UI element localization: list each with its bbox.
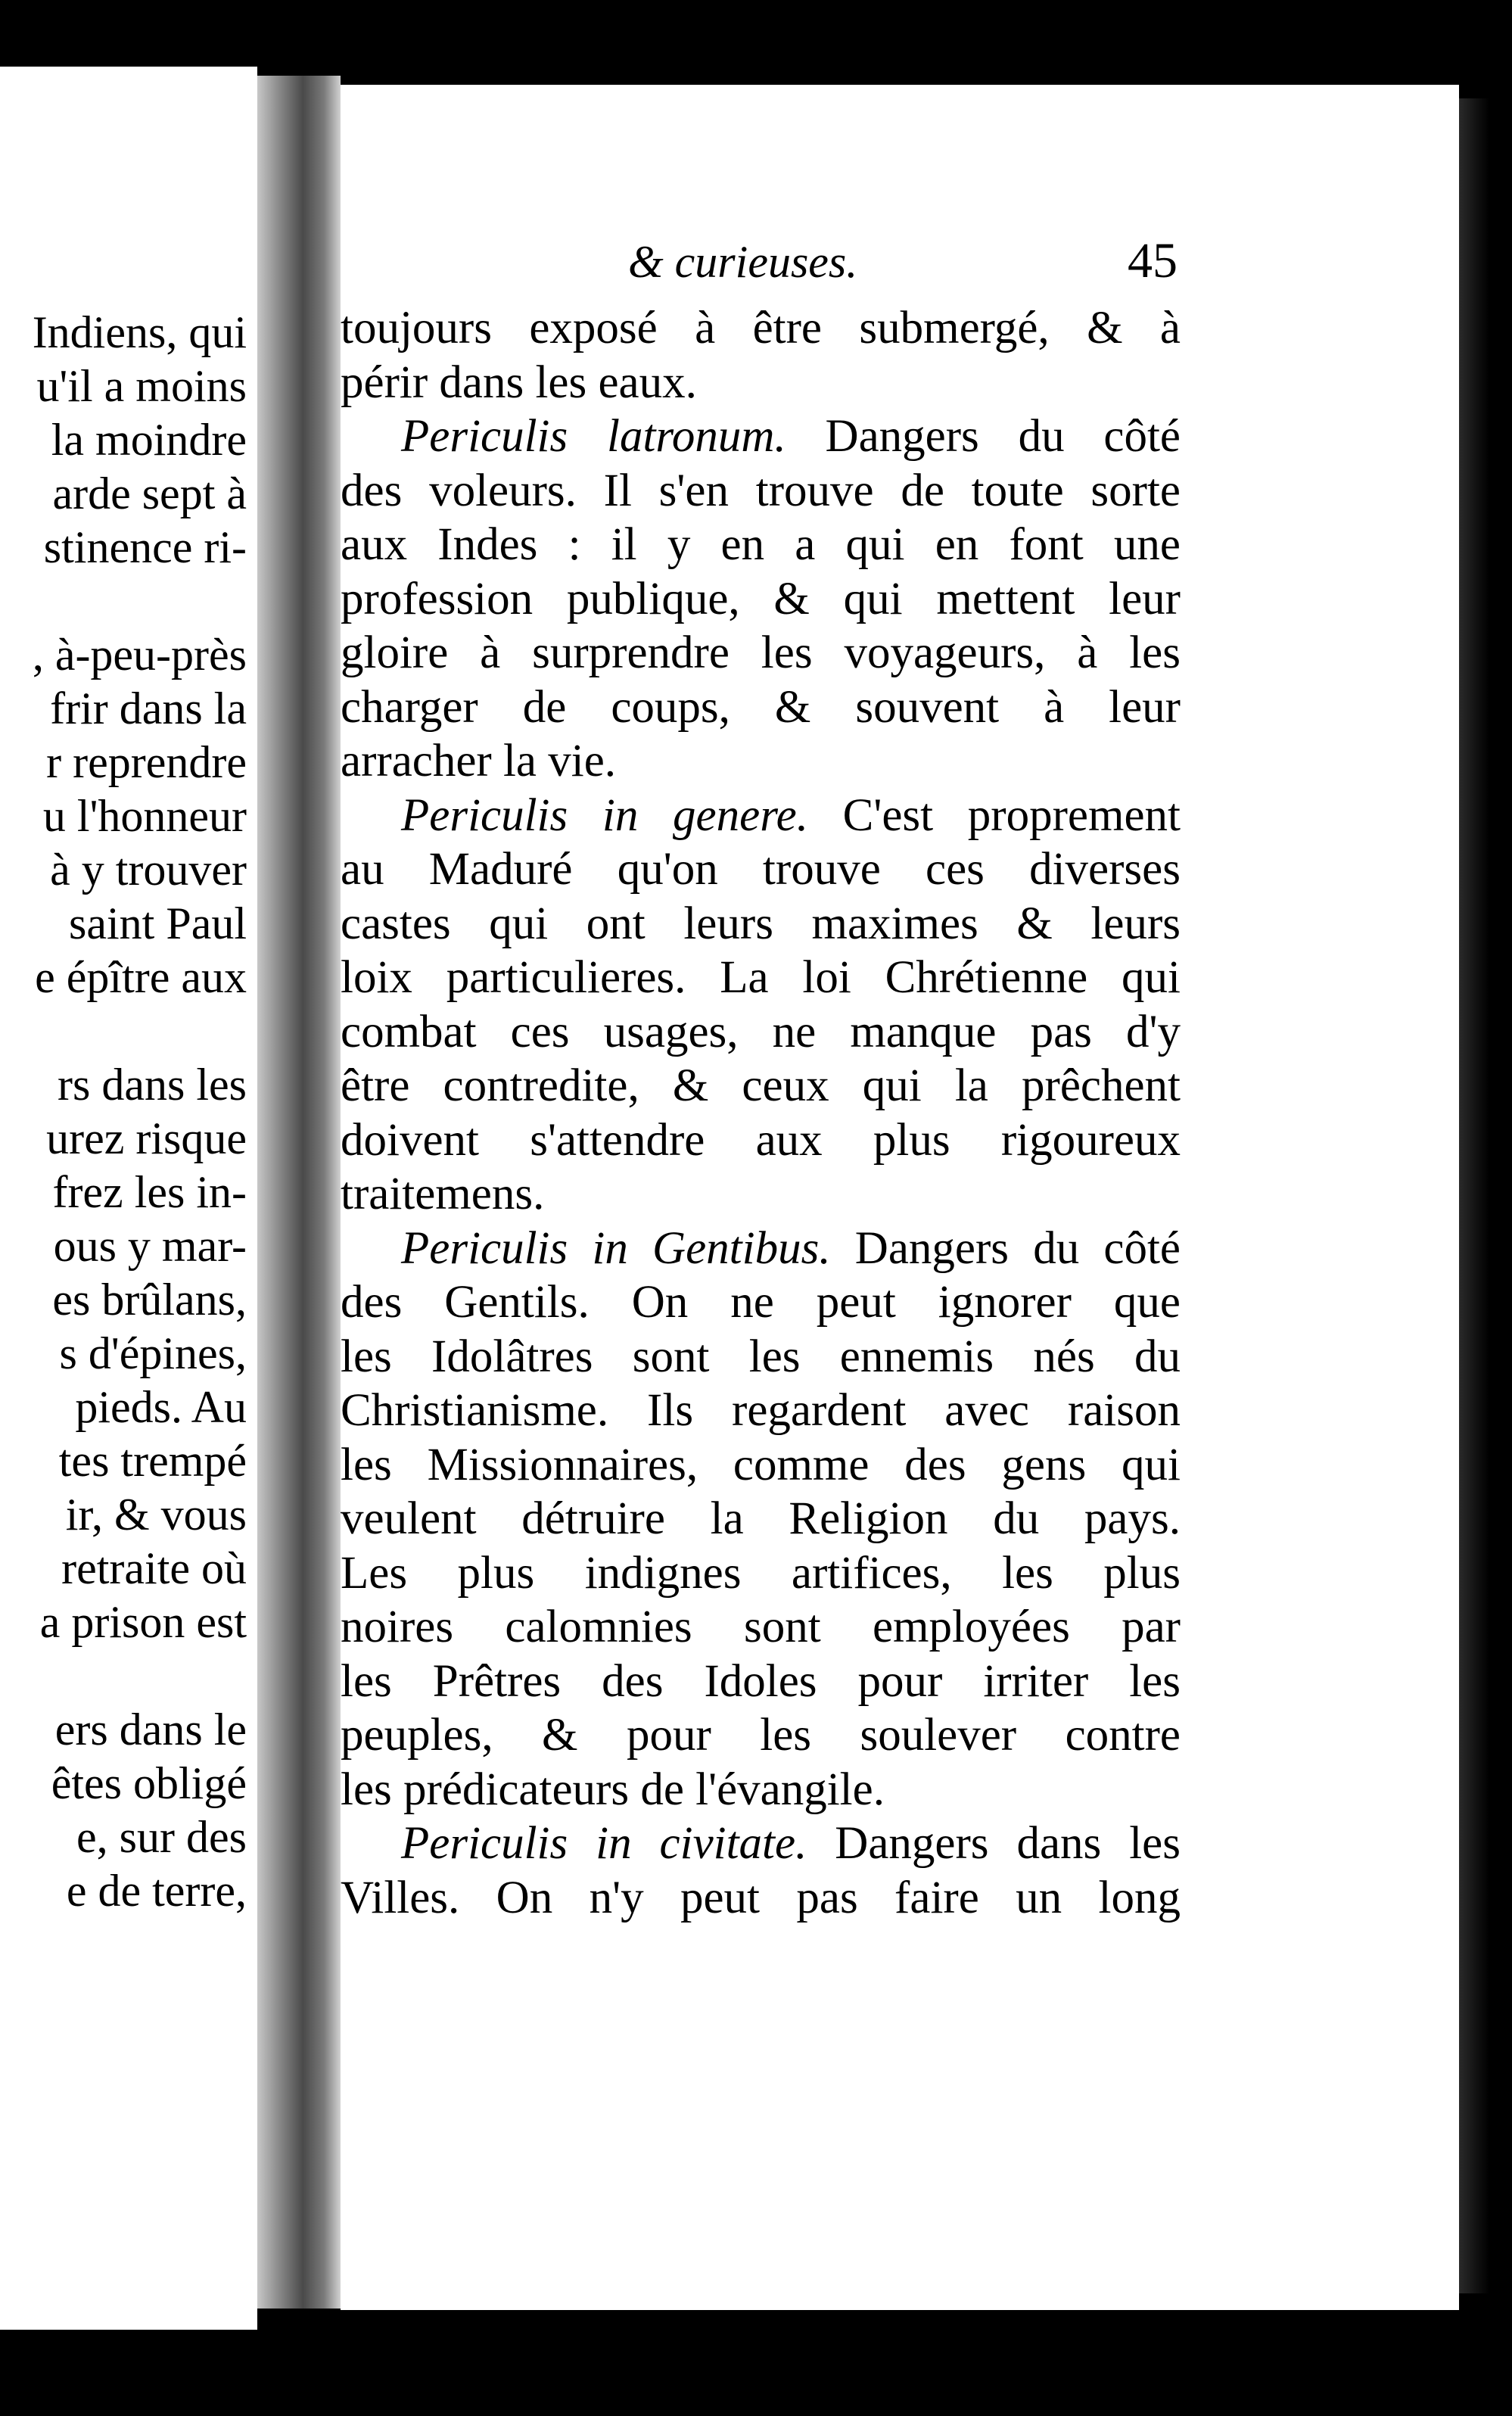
text-line: arracher la vie. [341, 736, 617, 786]
left-line: ir, & vous [65, 1490, 247, 1540]
latin-lead: Periculis in Gentibus. [401, 1222, 831, 1274]
left-line: e épître aux [35, 952, 247, 1002]
text-line: les prédicateurs de l'évangile. [341, 1764, 885, 1815]
left-line: e, sur des [76, 1812, 247, 1862]
text-line: Villes. On n'y peut pas faire un long [341, 1872, 1181, 1923]
text-line-rest: C'est proprement [808, 789, 1181, 841]
latin-lead: Periculis in genere. [401, 789, 808, 841]
text-line: loix particulieres. La loi Chrétienne qui [341, 952, 1181, 1003]
left-line: la moindre [51, 415, 247, 465]
text-line: toujours exposé à être submergé, & à [341, 303, 1181, 353]
left-line: s d'épines, [59, 1328, 247, 1378]
left-line: a prison est [39, 1597, 247, 1647]
left-line: frez les in- [52, 1167, 247, 1217]
left-line: arde sept à [52, 469, 247, 518]
text-line-rest: Dangers du côté [786, 411, 1181, 462]
left-line: r reprendre [46, 737, 247, 787]
left-line-gap [0, 1649, 247, 1703]
text-line: charger de coups, & souvent à leur [341, 681, 1181, 733]
text-line: au Maduré qu'on trouve ces diverses [341, 844, 1181, 895]
left-line: tes trempé [58, 1436, 247, 1486]
left-line: ers dans le [54, 1705, 247, 1754]
left-line: retraite où [61, 1543, 247, 1593]
text-line: profession publique, & qui mettent leur [341, 573, 1181, 624]
paragraph-first-line [341, 789, 1181, 843]
left-line: e de terre, [66, 1866, 247, 1916]
latin-lead: Periculis in civitate. [401, 1818, 807, 1869]
page-body [341, 301, 1181, 1925]
left-line: stinence ri- [43, 522, 247, 572]
text-line: les Prêtres des Idoles pour irriter les [341, 1655, 1181, 1707]
text-line: périr dans les eaux. [341, 356, 697, 408]
left-line: urez risque [46, 1113, 247, 1163]
paragraph-first-line [341, 1817, 1181, 1871]
left-line: Indiens, qui [32, 307, 247, 357]
text-line: doivent s'attendre aux plus rigoureux [341, 1114, 1181, 1166]
left-line: frir dans la [50, 683, 247, 733]
text-line: des voleurs. Il s'en trouve de toute sorte [341, 465, 1181, 516]
left-line: ous y mar- [53, 1221, 247, 1271]
text-line: les Missionnaires, comme des gens qui [341, 1439, 1181, 1490]
left-page-text [0, 306, 247, 1918]
latin-lead: Periculis latronum. [401, 411, 786, 462]
text-line: veulent détruire la Religion du pays. [341, 1493, 1181, 1544]
text-line-rest: Dangers du côté [830, 1222, 1181, 1274]
paragraph-first-line [341, 409, 1181, 464]
right-page [341, 85, 1459, 2310]
text-line: être contredite, & ceux qui la prêchent [341, 1060, 1181, 1111]
paragraph-first-line [341, 1222, 1181, 1276]
left-line: es brûlans, [52, 1275, 247, 1325]
left-line: rs dans les [58, 1060, 247, 1110]
page-number: 45 [1128, 233, 1178, 288]
left-line: êtes obligé [51, 1758, 247, 1808]
page-edge [1459, 98, 1489, 2293]
text-line: gloire à surprendre les voyageurs, à les [341, 627, 1181, 678]
text-line: combat ces usages, ne manque pas d'y [341, 1006, 1181, 1057]
text-line: peuples, & pour les soulever contre [341, 1710, 1181, 1761]
left-line: u'il a moins [36, 361, 247, 411]
text-line: aux Indes : il y en a qui en font une [341, 519, 1181, 570]
left-line: pieds. Au [75, 1382, 247, 1432]
text-line: des Gentils. On ne peut ignorer que [341, 1277, 1181, 1328]
text-line: Christianisme. Ils regardent avec raison [341, 1385, 1181, 1436]
book-gutter [257, 76, 341, 2309]
text-line-rest: Dangers dans les [807, 1818, 1181, 1869]
text-line: castes qui ont leurs maximes & leurs [341, 898, 1181, 949]
text-line: Les plus indignes artifices, les plus [341, 1547, 1181, 1599]
left-line: u l'honneur [42, 791, 247, 841]
running-head: & curieuses. [628, 237, 858, 287]
left-line: , à-peu-près [32, 630, 247, 680]
left-line-gap [0, 574, 247, 628]
text-line: les Idolâtres sont les ennemis nés du [341, 1331, 1181, 1382]
text-line: traitemens. [341, 1169, 545, 1219]
text-line: noires calomnies sont employées par [341, 1602, 1181, 1652]
left-line-gap [0, 1004, 247, 1058]
left-page [0, 67, 257, 2330]
left-line: saint Paul [69, 898, 247, 948]
left-line: à y trouver [50, 845, 247, 895]
